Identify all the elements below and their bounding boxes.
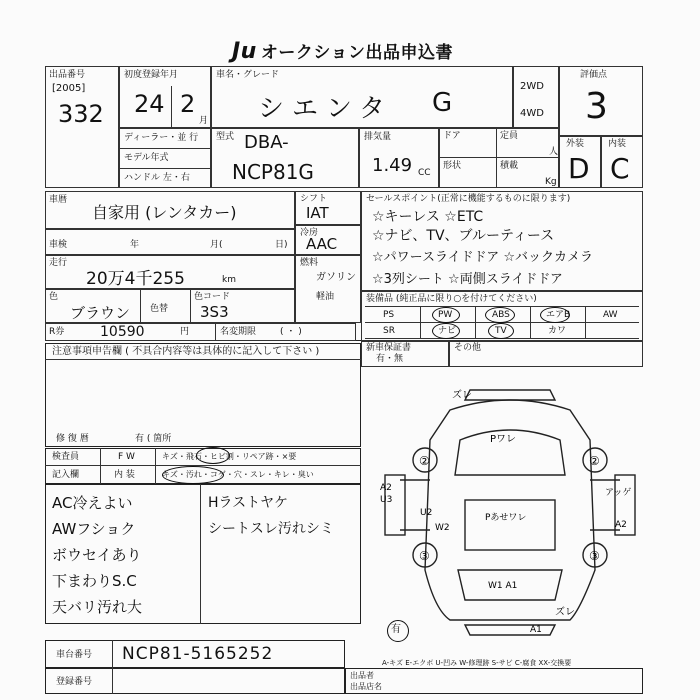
seller-label: 出品者 (350, 671, 374, 680)
capacity-unit: 人 (549, 147, 559, 157)
color-value: ブラウン (70, 304, 131, 322)
new-label: 新車保証書 (366, 343, 412, 353)
interior-items: キズ・汚れ・コゲ・穴・スレ・キレ・臭い (162, 470, 314, 479)
recycle-value: 10590 (100, 324, 145, 340)
load-label: 積載 (500, 161, 519, 171)
sales-line-3: ☆パワースライドドア ☆バックカメラ (372, 250, 594, 265)
cc-label: 排気量 (364, 132, 392, 142)
diag-w1-a1: W1 A1 (488, 581, 518, 591)
color-label: 色 (49, 292, 59, 302)
history-label: 車暦 (49, 195, 68, 205)
other-label: その他 (454, 343, 482, 353)
wheel-mark-fl: ② (419, 454, 430, 468)
inspection-month: 月( (210, 240, 223, 250)
equip-abs: ABS (492, 310, 510, 320)
tire-icon-label: 有 (391, 624, 401, 635)
history-value: 自家用 (レンタカー) (92, 203, 237, 222)
car-diagram (380, 380, 640, 640)
right-note-1: Hラストヤケ (208, 495, 289, 511)
sheet-header (232, 38, 492, 64)
shift-value: IAT (306, 204, 329, 222)
exterior-value: D (568, 152, 590, 185)
equip-leather: カワ (548, 326, 567, 336)
fw-chip-circle (196, 447, 230, 464)
recycle-cell (45, 323, 356, 341)
diag-u3: U3 (380, 495, 393, 505)
door-label: ドア (443, 131, 461, 141)
sales-line-4: ☆3列シート ☆両側スライドドア (372, 272, 563, 287)
entry-label: 記入欄 (52, 470, 80, 480)
wheel-mark-rl: ③ (419, 549, 430, 563)
shape-label: 形状 (443, 161, 462, 171)
color-code-label: 色コード (194, 292, 231, 302)
wheel-mark-rr: ③ (589, 549, 600, 563)
equip-navi-circle (432, 323, 460, 339)
dealer-label: ディーラー・並 行 (124, 133, 199, 143)
drive-4wd: 4WD (520, 108, 544, 119)
diag-a2-left: A2 (380, 483, 392, 493)
equip-sr: SR (383, 326, 395, 336)
name-value: シエンタ (258, 94, 393, 124)
grade-value: G (432, 88, 453, 118)
model-year-label: モデル年式 (124, 153, 169, 163)
inspection-year: 年 (130, 240, 140, 250)
seller-block (345, 668, 643, 694)
equip-ps: PS (383, 310, 395, 320)
sales-line-2: ☆ナビ、TV、ブルーティース (372, 228, 555, 244)
interior-value: C (610, 152, 630, 185)
repair-label: 修 復 暦 (56, 434, 89, 444)
name-label: 車名・グレード (216, 70, 280, 80)
score-value: 3 (585, 86, 608, 127)
seller-sub: 出品店名 (350, 682, 382, 691)
inspector-label: 検査員 (52, 452, 80, 462)
reg-month-unit: 月 (199, 116, 209, 126)
lot-number: 332 (58, 100, 104, 128)
manual-label: 名変期限 (220, 327, 257, 337)
load-unit: Kg (545, 177, 557, 187)
notes-title: 注意事項申告欄 ( 不具合内容等は具体的に記入して下さい ) (52, 346, 320, 357)
inspection-day: 日) (275, 240, 288, 250)
equip-aw: AW (603, 310, 618, 320)
reg-year: 24 (134, 90, 165, 118)
equip-airb: エアB (546, 310, 571, 320)
diag-w2: W2 (435, 523, 450, 533)
interior-dirt-circle (162, 466, 224, 484)
reg-label: 初度登録年月 (124, 70, 179, 80)
recycle-unit: 円 (180, 327, 190, 337)
diag-a1: A1 (530, 625, 542, 635)
left-note-5: 天バリ汚れ大 (52, 598, 143, 616)
equip-tv: TV (495, 326, 507, 336)
interior-label: 内装 (608, 139, 627, 149)
color-code-value: 3S3 (200, 303, 229, 321)
recycle-label: R券 (49, 327, 65, 337)
equip-airb-circle (540, 307, 570, 323)
reg-number-label: 登録番号 (56, 677, 93, 687)
diag-ageage: アッゲ (605, 488, 632, 498)
cc-unit: CC (418, 168, 431, 178)
fuel-value: ガソリン (316, 272, 356, 283)
drive-2wd: 2WD (520, 81, 544, 92)
diag-p-fade: Pあせワレ (485, 513, 527, 523)
left-note-2: AWフショク (52, 520, 136, 538)
legend: A-キズ E-エクボ U-凹み W-修理跡 S-サビ C-腐食 XX-交換要 (382, 659, 572, 667)
fuel-sub: 軽油 (316, 292, 335, 302)
right-note-2: シートスレ汚れシミ (208, 521, 334, 537)
equip-tv-circle (488, 323, 514, 339)
sheet-title: オークション出品申込書 (260, 43, 454, 63)
exterior-label: 外装 (566, 139, 585, 149)
fw-items: キズ・飛石・ヒビ割・リペア跡・×要 (162, 452, 297, 461)
reg-month: 2 (180, 90, 196, 118)
cc-value: 1.49 (372, 155, 413, 176)
ac-label: 冷房 (300, 228, 319, 238)
diag-a2-right: A2 (615, 520, 627, 530)
equip-abs-circle (485, 307, 515, 323)
equip-pw-circle (432, 307, 460, 323)
fw-label: F W (118, 452, 135, 462)
ac-value: AAC (306, 235, 338, 253)
equip-pw: PW (438, 310, 453, 320)
capacity-label: 定員 (500, 131, 519, 141)
new-value: 有・無 (376, 354, 404, 364)
diag-u2: U2 (420, 508, 433, 518)
diag-zure-bottom: ズレ (555, 607, 575, 618)
shift-label: シフト (300, 194, 328, 204)
handle-label: ハンドル 左・右 (124, 173, 190, 183)
left-note-1: AC冷えよい (52, 494, 133, 512)
chassis-label: 車台番号 (56, 650, 93, 660)
lot-label: 出品番号 (49, 70, 86, 80)
diag-zure-top: ズレ (452, 390, 472, 401)
lot-sub: [2005] (52, 83, 86, 94)
diag-p-crack: Pワレ (490, 434, 517, 445)
interior-entry-label: 内 装 (114, 470, 135, 480)
repair-value: 有 ( 箇所 (135, 434, 172, 444)
equip-navi: ナビ (438, 326, 457, 336)
ju-logo: Ju (232, 39, 257, 64)
type-value-2: NCP81G (232, 160, 314, 184)
mileage-label: 走行 (49, 258, 68, 268)
fuel-label: 燃料 (300, 258, 319, 268)
score-label: 評価点 (580, 70, 608, 80)
type-value-1: DBA- (244, 132, 289, 153)
mileage-value: 20万4千255 (86, 269, 185, 289)
mileage-unit: km (222, 275, 236, 285)
left-note-4: 下まわりS.C (52, 572, 137, 590)
left-note-3: ボウセイあり (52, 546, 142, 564)
inspection-cell (45, 229, 295, 255)
manual-value: ( ・ ) (280, 327, 302, 337)
type-label: 型式 (216, 132, 235, 142)
sales-line-1: ☆キーレス ☆ETC (372, 209, 484, 225)
equip-label: 装備品 (純正品に限り○を付けてください) (366, 294, 537, 304)
chassis-value: NCP81-5165252 (122, 644, 274, 664)
inspection-label: 車検 (49, 240, 68, 250)
sales-label: セールスポイント(正常に機能するものに限ります) (366, 194, 571, 204)
wheel-mark-fr: ② (589, 454, 600, 468)
repaint-label: 色替 (150, 304, 169, 314)
